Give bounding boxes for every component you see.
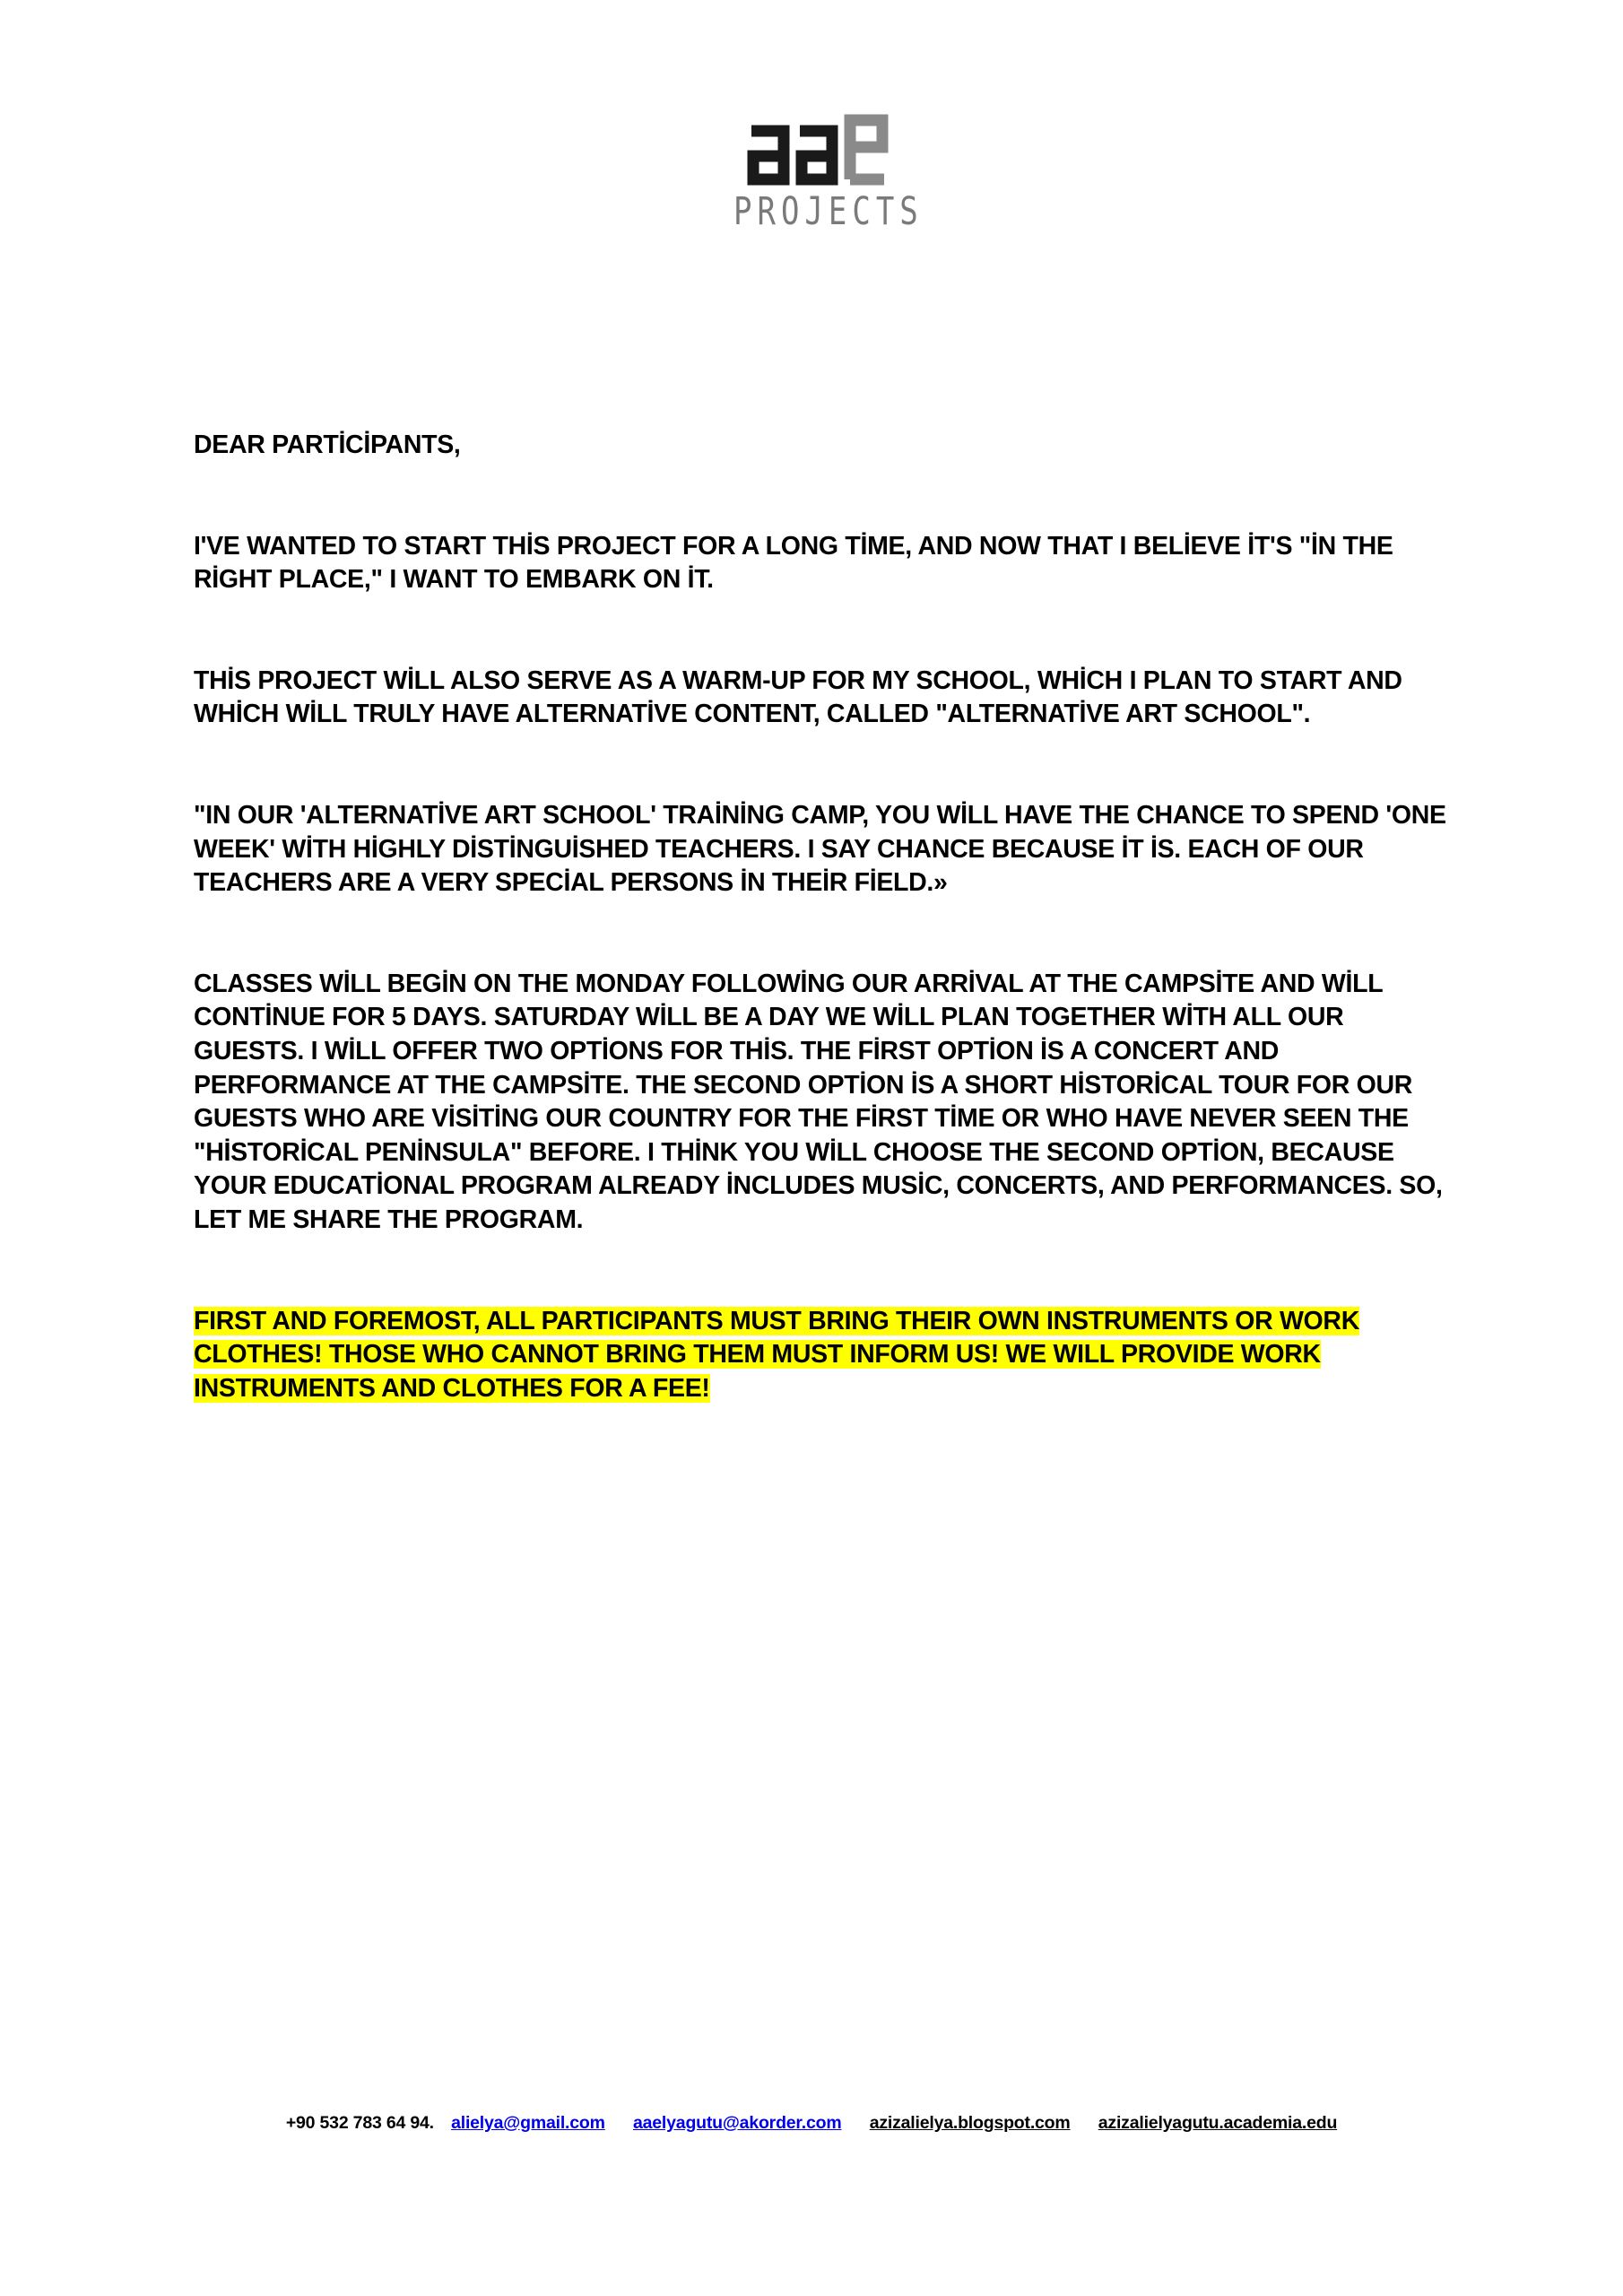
footer-phone: +90 532 783 64 94. [285,2113,434,2133]
paragraph-intro: I'VE WANTED TO START THİS PROJECT FOR A LONG TİME, AND NOW THAT I BELİEVE İT'S "İN THE RİGHT PLACE," I WANT TO EMBARK ON İT. [194,531,1393,595]
paragraph-warm-up: THİS PROJECT WİLL ALSO SERVE AS A WARM-UP FOR MY SCHOOL, WHİCH I PLAN TO START AND WHİCH WİLL TRULY HAVE ALTERNATİVE CONTENT, CALLED "ALTERNATİVE ART SCHOOL". [194,665,1402,729]
footer-blog-link[interactable]: azizalielya.blogspot.com [869,2113,1071,2133]
highlighted-notice-text: FIRST AND FOREMOST, ALL PARTICIPANTS MUST BRING THEIR OWN INSTRUMENTS OR WORK CLOTHES! THOSE WHO CANNOT BRING THEM MUST INFORM US! WE WILL PROVIDE WORK INSTRUMENTS AND CLOTHES FOR A FEE! [194,1306,1359,1403]
logo-subtitle: PROJECTS [733,189,924,234]
paragraph-classes-schedule: CLASSES WİLL BEGİN ON THE MONDAY FOLLOWİNG OUR ARRİVAL AT THE CAMPSİTE AND WİLL CONTİNUE FOR 5 DAYS. SATURDAY WİLL BE A DAY WE WİLL PLAN TOGETHER WİTH ALL OUR GUESTS. I WİLL OFFER TWO OPTİONS FOR THİS. THE FİRST OPTİON İS A CONCERT AND PERFORMANCE AT THE CAMPSİTE. THE SECOND OPTİON İS A SHORT HİSTORİCAL TOUR FOR OUR GUESTS WHO ARE VİSİTİNG OUR COUNTRY FOR THE FİRST TİME OR WHO HAVE NEVER SEEN THE "HİSTORİCAL PENİNSULA" BEFORE. I THİNK YOU WİLL CHOOSE THE SECOND OPTİON, BECAUSE YOUR EDUCATİONAL PROGRAM ALREADY İNCLUDES MUSİC, CONCERTS, AND PERFORMANCES. SO, LET ME SHARE THE PROGRAM. [194,969,1443,1234]
paragraph-training-camp: "IN OUR 'ALTERNATİVE ART SCHOOL' TRAİNİNG CAMP, YOU WİLL HAVE THE CHANCE TO SPEND 'ONE WEEK' WİTH HİGHLY DİSTİNGUİSHED TEACHERS. I SAY CHANCE BECAUSE İT İS. EACH OF OUR TEACHERS ARE A VERY SPECİAL PERSONS İN THEİR FİELD.» [194,800,1446,898]
letter-body [194,429,1449,1405]
letter-greeting: DEAR PARTİCİPANTS, [194,430,461,459]
footer-email-akorder-link[interactable]: aaelyagutu@akorder.com [633,2113,842,2133]
highlighted-notice [194,1305,1449,1406]
footer-academia-link[interactable]: azizalielyagutu.academia.edu [1098,2113,1338,2133]
contact-footer [0,2113,1623,2134]
aae-logo-mark [733,95,904,194]
footer-email-gmail-link[interactable]: alielya@gmail.com [451,2113,605,2133]
company-logo [733,95,924,249]
